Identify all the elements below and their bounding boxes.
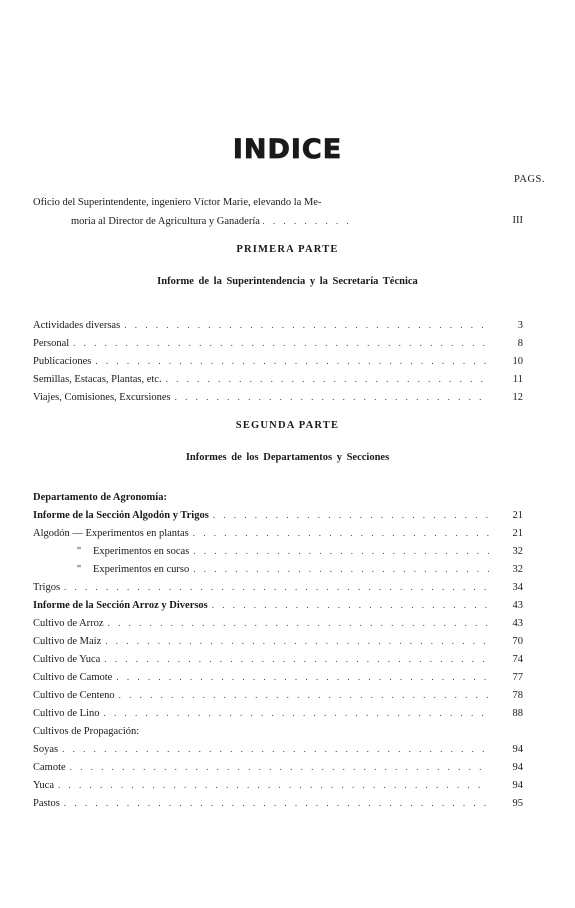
toc-entry-text: Algodón — Experimentos en plantas	[33, 528, 189, 539]
dot-leader	[175, 388, 489, 406]
toc-entry-page: 94	[512, 762, 523, 773]
dot-leader	[193, 524, 489, 542]
dot-leader	[58, 776, 489, 794]
toc-entry	[33, 758, 543, 776]
dot-leader	[70, 758, 489, 776]
dot-leader	[124, 316, 489, 334]
toc-entry-text: Yuca	[33, 780, 54, 791]
toc-entry-text: Informe de la Sección Algodón y Trigos	[33, 510, 209, 521]
toc-entry-text	[33, 543, 193, 561]
toc-department-heading	[33, 488, 543, 506]
dot-leader	[193, 542, 489, 560]
toc-entry	[33, 560, 543, 578]
toc-entry-page: 8	[517, 338, 523, 349]
toc-entry-label: Experimentos en socas	[93, 546, 190, 557]
toc-entry-text: Cultivos de Propagación:	[33, 726, 140, 737]
toc-entry-text: Cultivo de Yuca	[33, 654, 101, 665]
toc-entry-text	[33, 561, 193, 579]
toc-entry-text: Cultivo de Lino	[33, 708, 100, 719]
toc-entry-page: 32	[512, 564, 523, 575]
toc-entry	[33, 668, 543, 686]
toc-entry-text: Trigos	[33, 582, 61, 593]
toc-entry-page: 3	[517, 320, 523, 331]
toc-entry-page: 10	[512, 356, 523, 367]
toc-entry-page: 11	[512, 374, 523, 385]
toc-entry-text: Semillas, Estacas, Plantas, etc.	[33, 374, 162, 385]
part2-toc	[33, 488, 543, 812]
toc-entry-page: 21	[512, 510, 523, 521]
toc-entry-page: 21	[512, 528, 523, 539]
toc-entry	[33, 578, 543, 596]
toc-entry	[33, 316, 543, 334]
toc-entry-page: 95	[512, 798, 523, 809]
intro-entry-line1: Oficio del Superintendente, ingeniero Víctor Marie, elevando la Me-	[33, 197, 322, 208]
pages-column-label: PAGS.	[513, 174, 545, 185]
toc-entry-text: Personal	[33, 338, 70, 349]
toc-entry-text: Cultivo de Centeno	[33, 690, 115, 701]
toc-entry-page: 88	[512, 708, 523, 719]
toc-entry-text: Soyas	[33, 744, 59, 755]
ditto-mark: "	[76, 564, 82, 575]
part1-subheading: Informe de la Superintendencia y la Secretaría Técnica	[157, 276, 418, 287]
dot-leader	[64, 578, 489, 596]
toc-entry	[33, 370, 543, 388]
toc-entry	[33, 794, 543, 812]
toc-entry	[33, 776, 543, 794]
toc-entry	[33, 388, 543, 406]
toc-entry-page: 32	[512, 546, 523, 557]
dot-leader	[213, 506, 489, 524]
dot-leader	[64, 794, 489, 812]
part2-subheading: Informes de los Departamentos y Secciones	[185, 452, 390, 463]
part1-toc	[33, 316, 543, 406]
toc-entry-text: Publicaciones	[33, 356, 92, 367]
dot-leader	[108, 614, 489, 632]
toc-entry	[33, 686, 543, 704]
toc-entry-page: 34	[512, 582, 523, 593]
ditto-mark: "	[76, 546, 82, 557]
toc-entry-text: Camote	[33, 762, 66, 773]
toc-entry	[33, 542, 543, 560]
toc-entry	[33, 524, 543, 542]
toc-entry	[33, 740, 543, 758]
toc-entry	[33, 614, 543, 632]
toc-entry	[33, 632, 543, 650]
toc-entry-page: 70	[512, 636, 523, 647]
toc-entry-text: Cultivo de Maíz	[33, 636, 102, 647]
toc-entry-text: Departamento de Agronomía:	[33, 492, 167, 503]
toc-entry-page: 43	[512, 600, 523, 611]
dot-leader: . . . . . . . . .	[262, 216, 352, 226]
dot-leader	[119, 686, 489, 704]
toc-entry-text: Cultivo de Arroz	[33, 618, 104, 629]
dot-leader	[166, 370, 489, 388]
dot-leader	[193, 560, 489, 578]
dot-leader	[62, 740, 489, 758]
toc-entry-page: 43	[512, 618, 523, 629]
toc-entry-label: Experimentos en curso	[93, 564, 190, 575]
toc-entry-page: 77	[512, 672, 523, 683]
toc-entry	[33, 334, 543, 352]
toc-entry-text: Cultivo de Camote	[33, 672, 113, 683]
intro-entry-text: moria al Director de Agricultura y Ganadería	[71, 216, 260, 227]
toc-entry-page: 74	[512, 654, 523, 665]
dot-leader	[95, 352, 489, 370]
toc-entry-page: 94	[512, 744, 523, 755]
page-title: INDICE	[232, 134, 343, 165]
dot-leader	[104, 650, 489, 668]
part2-heading: SEGUNDA PARTE	[235, 420, 340, 431]
intro-entry-line2	[33, 212, 543, 231]
toc-entry	[33, 352, 543, 370]
toc-entry-text: Viajes, Comisiones, Excursiones	[33, 392, 171, 403]
toc-entry	[33, 506, 543, 524]
dot-leader	[116, 668, 489, 686]
toc-entry	[33, 650, 543, 668]
dot-leader	[105, 632, 489, 650]
toc-entry	[33, 596, 543, 614]
toc-group-heading	[33, 722, 543, 740]
toc-entry-text: Actividades diversas	[33, 320, 121, 331]
toc-entry-text: Informe de la Sección Arroz y Diversos	[33, 600, 208, 611]
intro-entry-page: III	[512, 215, 523, 226]
dot-leader	[104, 704, 490, 722]
toc-entry-page: 78	[512, 690, 523, 701]
toc-entry-text: Pastos	[33, 798, 60, 809]
dot-leader	[73, 334, 489, 352]
toc-entry-page: 12	[512, 392, 523, 403]
dot-leader	[212, 596, 489, 614]
part1-heading: PRIMERA PARTE	[236, 244, 339, 255]
toc-entry-page: 94	[512, 780, 523, 791]
toc-entry	[33, 704, 543, 722]
